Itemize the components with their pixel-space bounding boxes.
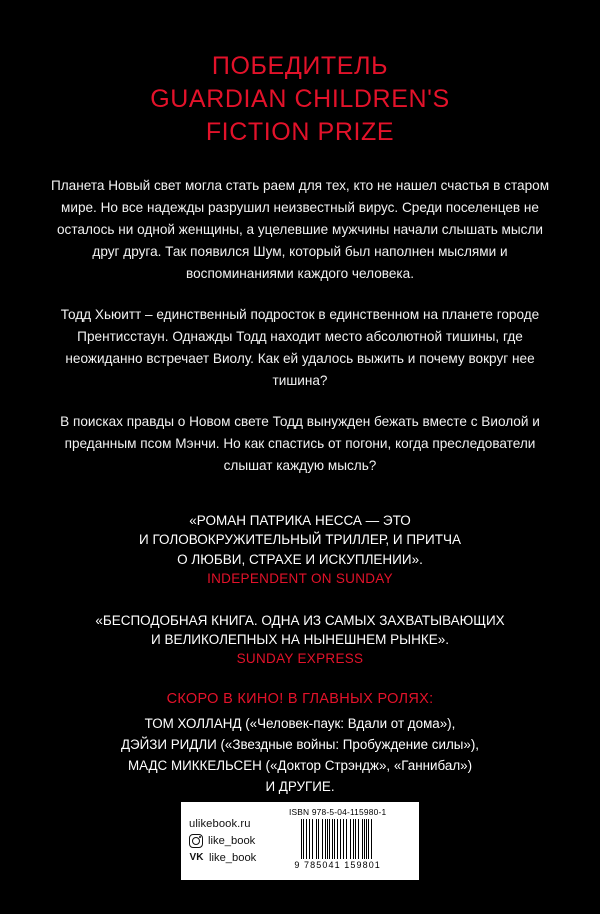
movie-announcement: [38, 691, 562, 798]
footer: [0, 802, 600, 880]
vk-handle-row[interactable]: [189, 851, 256, 865]
vk-icon: VK: [189, 852, 204, 863]
publisher-contacts: [189, 806, 262, 876]
award-line-3: FICTION PRIZE: [205, 118, 395, 146]
publisher-website[interactable]: ulikebook.ru: [189, 817, 251, 830]
barcode: [301, 819, 374, 859]
blurb-1: [38, 511, 562, 589]
award-block: [38, 0, 562, 149]
footer-box: [181, 802, 419, 880]
isbn-text: ISBN 978-5-04-115980-1: [288, 807, 387, 817]
award-line-2: GUARDIAN CHILDREN'S: [150, 85, 450, 113]
synopsis-paragraph-2: Тодд Хьюитт – единственный подросток в единственном на планете городе Прентисстаун. Однажды Тодд находит место абсолютной тишины, где неожиданно встречает Виолу. Как ей удалось выжить и почему вокруг нее тишина?: [60, 307, 540, 389]
blurb-1-line-2: И ГОЛОВОКРУЖИТЕЛЬНЫЙ ТРИЛЛЕР, И ПРИТЧА: [139, 532, 461, 548]
movie-cast-line-2: ДЭЙЗИ РИДЛИ («Звездные войны: Пробуждение силы»),: [120, 737, 480, 753]
instagram-icon: [189, 834, 203, 848]
blurbs: [38, 511, 562, 669]
blurb-2-line-1: «БЕСПОДОБНАЯ КНИГА. ОДНА ИЗ САМЫХ ЗАХВАТЫВАЮЩИХ: [95, 612, 505, 628]
movie-cast-line-3: МАДС МИККЕЛЬСЕН («Доктор Стрэндж», «Ганнибал»): [127, 758, 473, 774]
synopsis-paragraph-1: Планета Новый свет могла стать раем для тех, кто не нашел счастья в старом мире. Но все надежды разрушил неизвестный вирус. Среди поселенцев не осталось ни одной женщины, а уцелевшие мужчины начали слышать мысли друг друга. Так появился Шум, который был наполнен мыслями и воспоминаниями каждого человека.: [50, 178, 550, 282]
blurb-2-source: SUNDAY EXPRESS: [236, 651, 364, 667]
isbn-barcode: [262, 806, 413, 876]
movie-heading: СКОРО В КИНО! В ГЛАВНЫХ РОЛЯХ:: [166, 691, 434, 708]
synopsis-paragraph-3: В поисках правды о Новом свете Тодд вынужден бежать вместе с Виолой и преданным псом Мэнчи. Но как спастись от погони, когда преследователи слышат каждую мысль?: [60, 414, 540, 474]
instagram-handle-row[interactable]: [189, 834, 256, 848]
synopsis: [38, 175, 562, 477]
award-line-1: ПОБЕДИТЕЛЬ: [211, 52, 389, 80]
barcode-digits: 9 785041 159801: [294, 860, 381, 870]
blurb-1-source: INDEPENDENT ON SUNDAY: [207, 570, 393, 586]
blurb-1-line-3: О ЛЮБВИ, СТРАХЕ И ИСКУПЛЕНИИ».: [177, 551, 423, 567]
instagram-handle: like_book: [208, 834, 256, 847]
vk-handle: like_book: [209, 851, 257, 864]
movie-cast-line-1: ТОМ ХОЛЛАНД («Человек-паук: Вдали от дома»),: [144, 716, 456, 732]
blurb-2-line-2: И ВЕЛИКОЛЕПНЫХ НА НЫНЕШНЕМ РЫНКЕ».: [150, 632, 450, 648]
blurb-2: [38, 611, 562, 670]
movie-cast-line-4: И ДРУГИЕ.: [265, 779, 335, 795]
blurb-1-line-1: «РОМАН ПАТРИКА НЕССА — ЭТО: [189, 513, 411, 529]
